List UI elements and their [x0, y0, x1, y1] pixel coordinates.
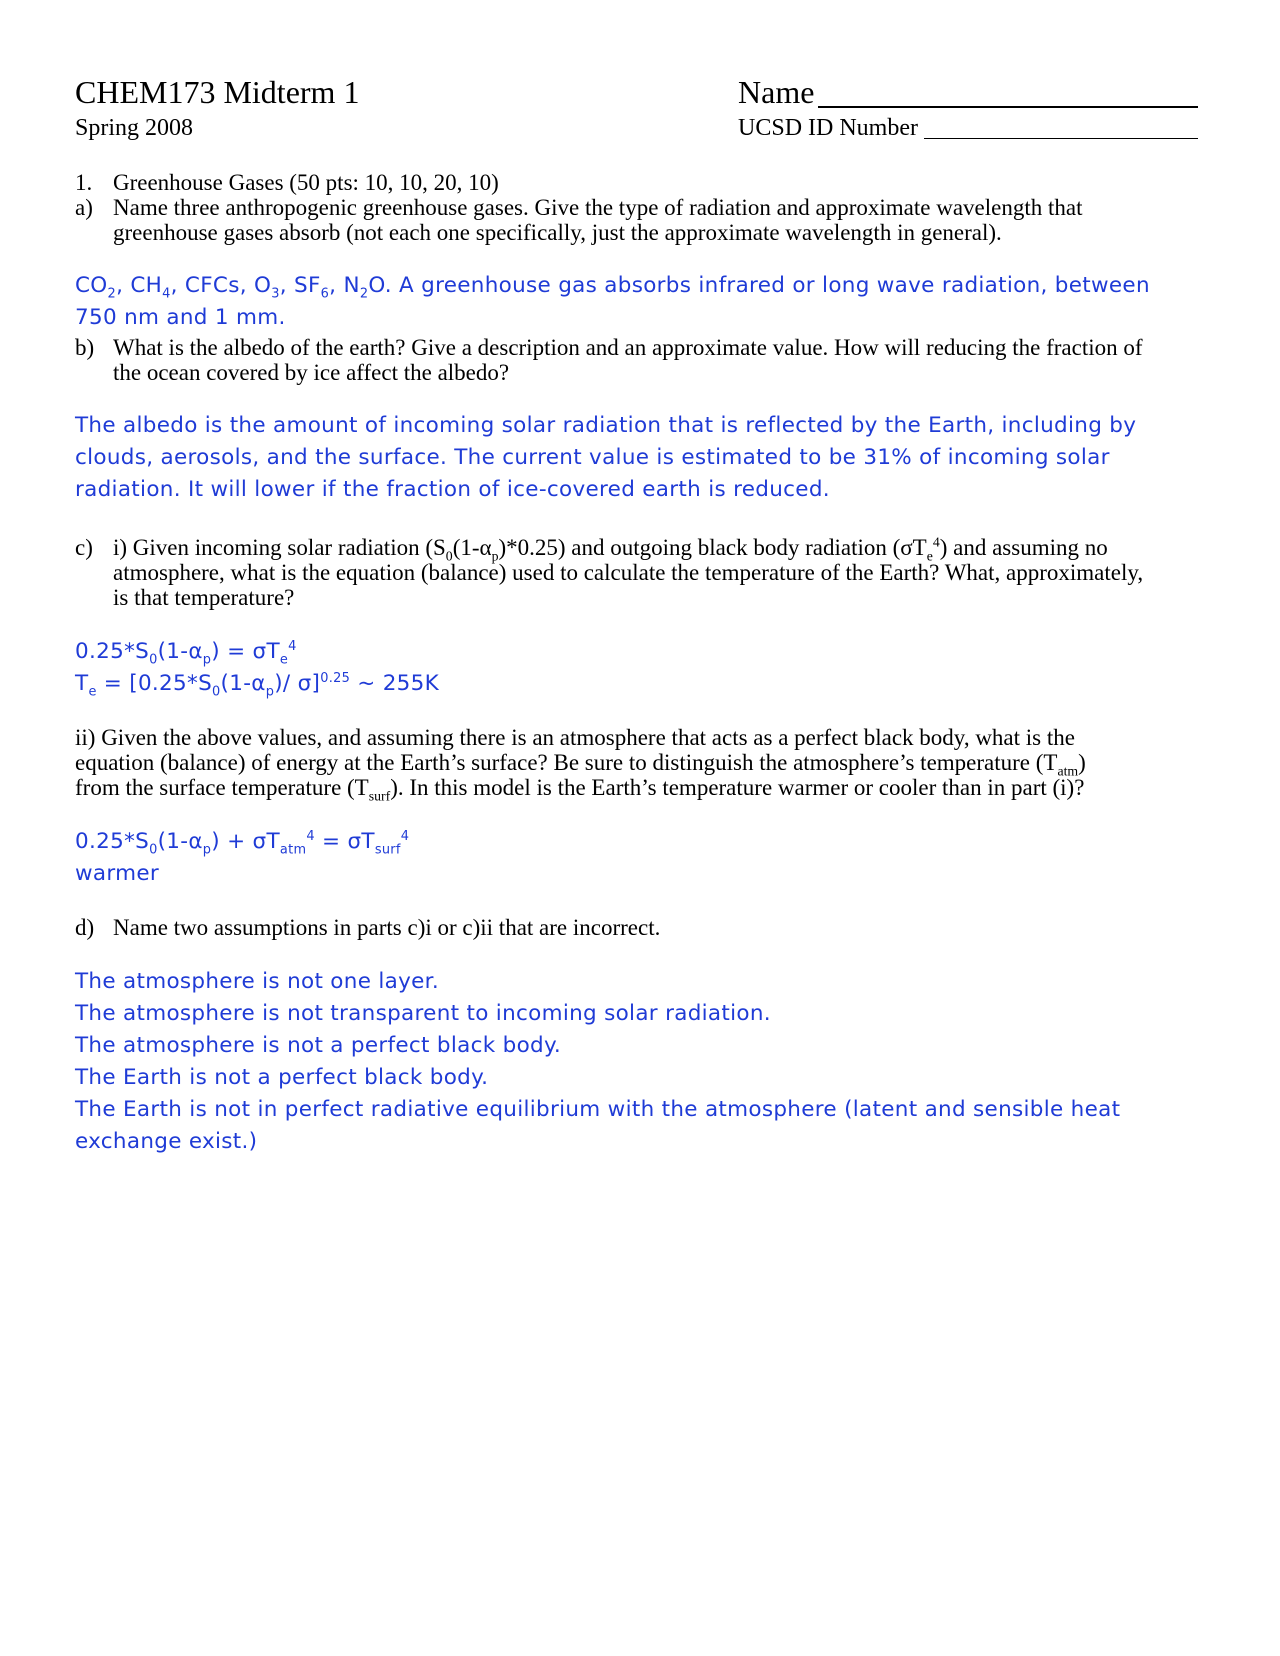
- part-c-ii: [75, 725, 1086, 804]
- part-a-label: a): [75, 195, 93, 220]
- answer-c-ii: [75, 826, 409, 890]
- part-b-label: b): [75, 335, 95, 360]
- answer-d: [75, 966, 1120, 1158]
- equation-c-ii: $0.25*S_0(1-\alpha_p) + \sigma T_{atm}^4 = \sigma T_{surf}^4$: [75, 828, 410, 858]
- part-d-label: d): [75, 915, 95, 940]
- answer-d-line: The atmosphere is not transparent to incoming solar radiation.: [75, 1001, 771, 1026]
- answer-d-line: The atmosphere is not one layer.: [75, 969, 439, 994]
- part-a-line: greenhouse gases absorb (not each one specifically, just the approximate wavelength in general).: [113, 220, 1002, 245]
- part-c-ii-line-2: equation (balance) of energy at the Earth’s surface? Be sure to distinguish the atmosphere’s temperature $(T_{atm})$: [75, 750, 1086, 779]
- answer-d-line: exchange exist.): [75, 1129, 258, 1154]
- part-d-line: Name two assumptions in parts c)i or c)ii that are incorrect.: [113, 915, 661, 940]
- answer-a-line-2: 750 nm and 1 mm.: [75, 305, 286, 330]
- name-blank-line: [818, 106, 1198, 108]
- answer-d-line: The Earth is not in perfect radiative equilibrium with the atmosphere (latent and sensible heat: [75, 1097, 1121, 1122]
- part-a-line: Name three anthropogenic greenhouse gases. Give the type of radiation and approximate wavelength that: [113, 195, 1083, 220]
- answer-d-line: The atmosphere is not a perfect black body.: [75, 1033, 562, 1058]
- part-c-label: c): [75, 535, 93, 560]
- part-b-line: What is the albedo of the earth? Give a description and an approximate value. How will reducing the fraction of: [113, 335, 1143, 360]
- part-c-i-line-1: i) Given incoming solar radiation $(S_0(1-\alpha_p)*0.25)$ and outgoing black body radiation $(\sigma T_e^4)$ and assuming no: [113, 534, 1108, 564]
- part-b-line: the ocean covered by ice affect the albedo?: [113, 360, 510, 385]
- term-label: Spring 2008: [75, 115, 194, 141]
- course-title: CHEM173 Midterm 1: [75, 74, 360, 110]
- answer-c-ii-word: warmer: [75, 861, 160, 886]
- equation-c-i-1: $0.25*S_0(1-\alpha_p) = \sigma T_e^4$: [75, 638, 297, 668]
- answer-b: [75, 410, 1136, 506]
- answer-a-line-1: $CO_2$, $CH_4$, CFCs, $O_3$, $SF_6$, $N_2O$. A greenhouse gas absorbs infrared or long wave radiation, between: [75, 273, 1150, 302]
- question-title: Greenhouse Gases (50 pts: 10, 10, 20, 10): [113, 170, 499, 195]
- part-c-ii-line-3: from the surface temperature $(T_{surf})$. In this model is the Earth’s temperature warmer or cooler than in part (i)?: [75, 775, 1085, 804]
- answer-b-line: The albedo is the amount of incoming solar radiation that is reflected by the Earth, including by: [75, 413, 1137, 438]
- answer-a: [75, 270, 1150, 334]
- answer-b-line: radiation. It will lower if the fraction of ice-covered earth is reduced.: [75, 477, 830, 502]
- question-number: 1.: [75, 170, 93, 195]
- equation-c-i-2: $T_e = [0.25*S_0(1-\alpha_p)/$ σ]$^{0.25}$ ~ 255K: [75, 670, 440, 700]
- answer-c-i: [75, 636, 439, 700]
- answer-d-line: The Earth is not a perfect black body.: [75, 1065, 489, 1090]
- part-c-i-line: is that temperature?: [113, 585, 295, 610]
- answer-b-line: clouds, aerosols, and the surface. The current value is estimated to be 31% of incoming solar: [75, 445, 1110, 470]
- name-label: Name: [738, 74, 815, 110]
- id-label: UCSD ID Number: [738, 115, 918, 141]
- part-c-ii-line-1: ii) Given the above values, and assuming there is an atmosphere that acts as a perfect black body, what is the: [75, 725, 1075, 750]
- part-c-i-line: atmosphere, what is the equation (balance) used to calculate the temperature of the Earth? What, approximately,: [113, 560, 1144, 585]
- id-blank-line: [924, 138, 1198, 139]
